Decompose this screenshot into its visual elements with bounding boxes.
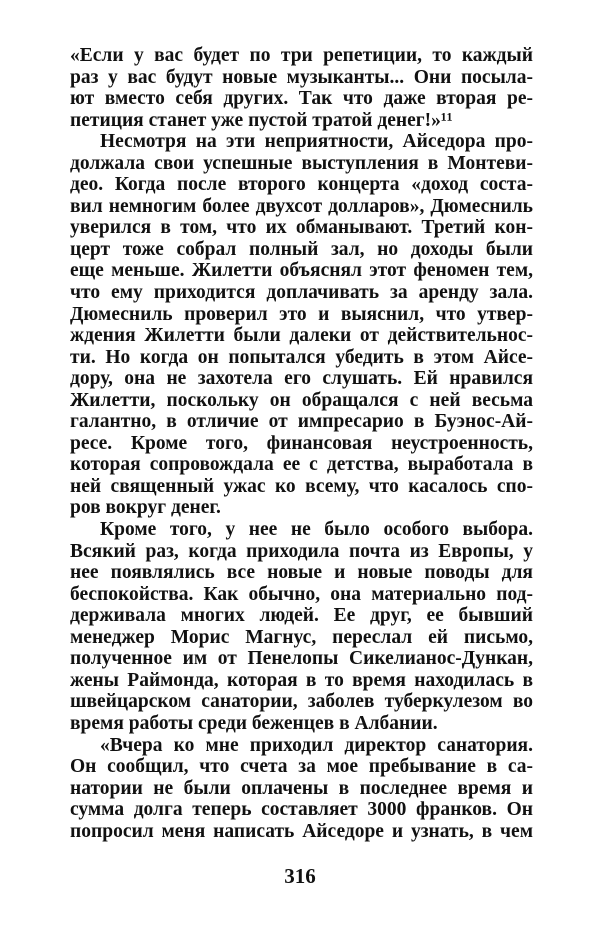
text-line: вил немногим более двухсот долларов», Дюмесниль bbox=[70, 195, 533, 217]
text-line: ждения Жилетти были далеки от действительнос- bbox=[70, 325, 533, 347]
text-line: Несмотря на эти неприятности, Айседора про- bbox=[100, 131, 533, 153]
text-line: полученное им от Пенелопы Сикелианос-Дункан, bbox=[70, 648, 533, 670]
text-line: что ему приходится доплачивать за аренду зала. bbox=[70, 282, 533, 304]
text-line: раз у вас будут новые музыканты... Они посыла- bbox=[70, 66, 533, 88]
text-line: «Вчера ко мне приходил директор санатория. bbox=[100, 734, 533, 756]
text-line: швейцарском санатории, заболев туберкулезом во bbox=[70, 691, 533, 713]
text-line: Он сообщил, что счета за мое пребывание в са- bbox=[70, 756, 533, 778]
text-line: дору, она не захотела его слушать. Ей нравился bbox=[70, 368, 533, 390]
text-line: Всякий раз, когда приходила почта из Европы, у bbox=[70, 540, 533, 562]
text-line: нее появлялись все новые и новые поводы для bbox=[70, 562, 533, 584]
text-line: менеджер Морис Магнус, переслал ей письмо, bbox=[70, 626, 533, 648]
text-line: галантно, в отличие от импресарио в Буэнос-Ай- bbox=[70, 411, 533, 433]
text-line: Жилетти, поскольку он обращался с ней весьма bbox=[70, 389, 533, 411]
book-page-text bbox=[70, 45, 533, 842]
text-line: Кроме того, у нее не было особого выбора. bbox=[100, 519, 533, 541]
text-line: еще меньше. Жилетти объяснял этот феномен тем, bbox=[70, 260, 533, 282]
text-line: должала свои успешные выступления в Монтеви- bbox=[70, 152, 533, 174]
paragraph bbox=[70, 735, 533, 843]
text-line: жены Раймонда, которая в то время находилась в bbox=[70, 669, 533, 691]
text-line: ней священный ужас ко всему, что касалось спо- bbox=[70, 475, 533, 497]
text-line: время работы среди беженцев в Албании. bbox=[70, 712, 438, 734]
text-line: ресе. Кроме того, финансовая неустроенность, bbox=[70, 432, 533, 454]
text-line: которая сопровождала ее с детства, выработала в bbox=[70, 454, 533, 476]
text-line: уверился в том, что их обманывают. Третий кон- bbox=[70, 217, 533, 239]
text-line: ют вместо себя других. Так что даже вторая ре- bbox=[70, 88, 533, 110]
text-line: беспокойства. Как обычно, она материально под- bbox=[70, 583, 533, 605]
text-line: Дюмесниль проверил это и выяснил, что утвер- bbox=[70, 303, 533, 325]
text-line: держивала многих людей. Ее друг, ее бывший bbox=[70, 605, 533, 627]
text-line: натории не были оплачены в последнее время и bbox=[70, 777, 533, 799]
paragraph bbox=[70, 519, 533, 734]
text-line: петиция станет уже пустой тратой денег!»¹¹ bbox=[70, 109, 453, 131]
paragraph bbox=[70, 45, 533, 131]
text-line: сумма долга теперь составляет 3000 франков. Он bbox=[70, 799, 533, 821]
text-line: попросил меня написать Айседоре и узнать, в чем bbox=[70, 820, 533, 842]
paragraph bbox=[70, 131, 533, 519]
text-line: «Если у вас будет по три репетиции, то каждый bbox=[70, 45, 533, 66]
text-line: ров вокруг денег. bbox=[70, 497, 221, 519]
text-line: део. Когда после второго концерта «доход соста- bbox=[70, 174, 533, 196]
text-line: ти. Но когда он попытался убедить в этом Айсе- bbox=[70, 346, 533, 368]
page-number: 316 bbox=[284, 864, 316, 888]
text-line: церт тоже собрал полный зал, но доходы были bbox=[70, 238, 533, 260]
